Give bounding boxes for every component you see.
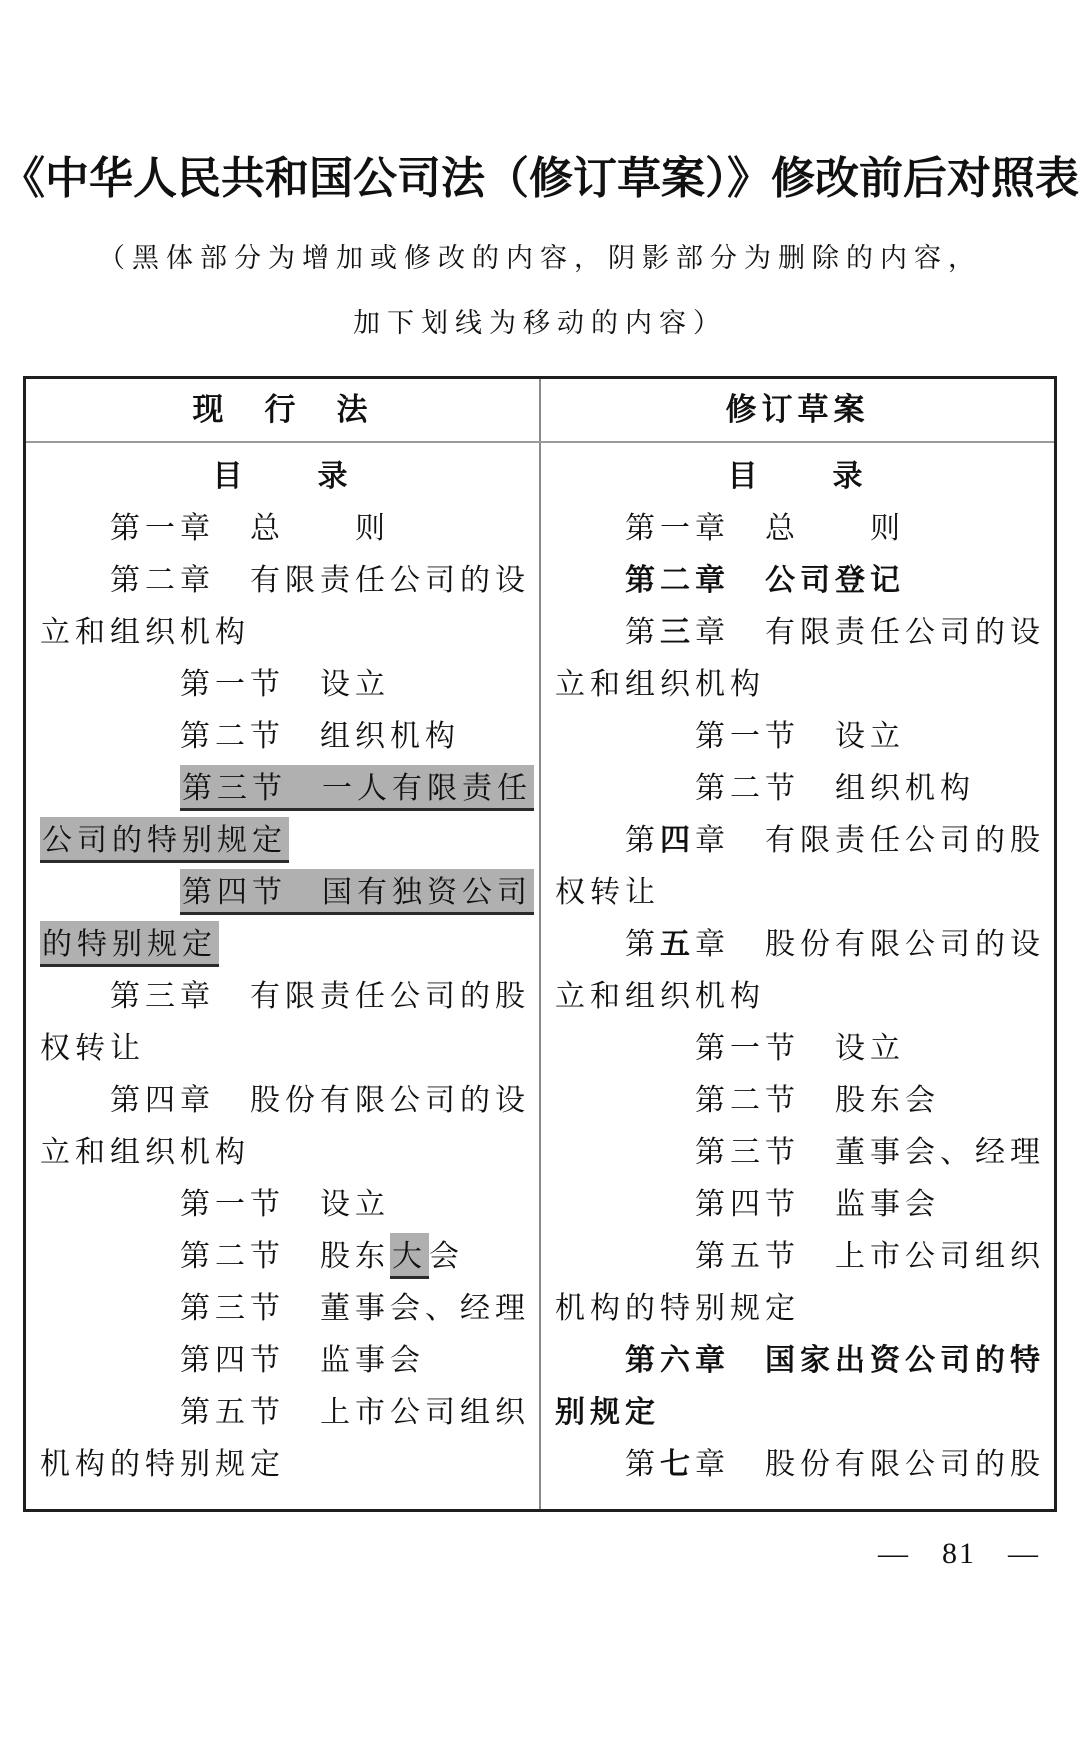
table-header-row <box>26 379 1054 443</box>
toc-text: 立和组织机构 <box>555 980 765 1013</box>
toc-text: 第三节 董事会、经理 <box>695 1136 1045 1169</box>
toc-line <box>555 451 1040 503</box>
toc-text: 机构的特别规定 <box>555 1292 800 1325</box>
added-text: 第二章 公司登记 <box>625 564 905 597</box>
toc-text: 第五节 上市公司组织 <box>695 1240 1045 1273</box>
toc-line <box>555 607 1045 659</box>
deleted-text: 第四节 国有独资公司 <box>180 869 534 915</box>
toc-line <box>40 1283 530 1335</box>
deleted-text: 第三节 一人有限责任 <box>180 765 534 811</box>
toc-line <box>555 1283 1040 1335</box>
toc-text: 立和组织机构 <box>555 668 765 701</box>
toc-line <box>555 763 1040 815</box>
current-law-column <box>26 443 541 1509</box>
toc-line <box>555 659 1040 711</box>
toc-line <box>555 1387 1040 1439</box>
page-number: — 81 — <box>878 1537 1040 1570</box>
toc-text: 第二节 股东 <box>180 1240 390 1273</box>
toc-line <box>555 711 1040 763</box>
added-text: 目 录 <box>212 460 353 493</box>
toc-line <box>555 867 1040 919</box>
toc-line <box>40 1023 525 1075</box>
toc-line <box>40 1335 525 1387</box>
toc-line <box>40 1179 525 1231</box>
toc-line <box>40 867 532 919</box>
deleted-text: 大 <box>390 1233 429 1279</box>
table-body <box>26 443 1054 1509</box>
deleted-text: 公司的特别规定 <box>40 817 289 863</box>
toc-line <box>555 503 1040 555</box>
added-text: 目 录 <box>727 460 868 493</box>
toc-text: 立和组织机构 <box>40 1136 250 1169</box>
subtitle-line-2: 加下划线为移动的内容） <box>353 308 727 338</box>
toc-text: 第一节 设立 <box>180 1188 390 1221</box>
toc-text: 第四节 监事会 <box>180 1344 425 1377</box>
toc-line <box>40 607 525 659</box>
toc-text: 章 有限责任公司的设 <box>695 616 1045 649</box>
column-header-current-law: 现 行 法 <box>26 379 541 441</box>
toc-text: 第一章 总 则 <box>110 512 390 545</box>
page-title: 《中华人民共和国公司法（修订草案）》修改前后对照表 <box>1 154 1079 203</box>
toc-text: 第二节 股东会 <box>695 1084 940 1117</box>
toc-line <box>40 1387 530 1439</box>
toc-line <box>40 919 525 971</box>
toc-text: 第二节 组织机构 <box>180 720 460 753</box>
toc-line <box>555 555 1040 607</box>
toc-line <box>40 971 530 1023</box>
toc-line <box>555 1231 1045 1283</box>
subtitle-line-1: （黑体部分为增加或修改的内容，阴影部分为删除的内容， <box>98 243 982 273</box>
toc-text: 章 股份有限公司的设 <box>695 928 1045 961</box>
toc-line <box>40 555 530 607</box>
toc-text: 立和组织机构 <box>40 616 250 649</box>
document-page <box>0 150 1080 1572</box>
toc-line <box>555 1023 1040 1075</box>
toc-line <box>555 1075 1040 1127</box>
toc-line <box>40 503 525 555</box>
toc-text: 会 <box>429 1240 464 1273</box>
added-text: 别规定 <box>555 1396 660 1429</box>
toc-text: 第 <box>625 1448 660 1481</box>
toc-line <box>555 815 1045 867</box>
toc-text: 第 <box>625 616 660 649</box>
added-text: 五 <box>660 928 695 961</box>
toc-text: 第三章 有限责任公司的股 <box>110 980 530 1013</box>
deleted-text: 的特别规定 <box>40 921 219 967</box>
toc-text: 第一节 设立 <box>180 668 390 701</box>
toc-text: 第一节 设立 <box>695 1032 905 1065</box>
toc-line <box>40 711 525 763</box>
toc-line <box>40 659 525 711</box>
toc-text: 第一节 设立 <box>695 720 905 753</box>
toc-line <box>40 1127 525 1179</box>
toc-text: 章 股份有限公司的股 <box>695 1448 1045 1481</box>
toc-text: 第五节 上市公司组织 <box>180 1396 530 1429</box>
toc-text: 章 有限责任公司的股 <box>695 824 1045 857</box>
added-text: 七 <box>660 1448 695 1481</box>
toc-line <box>555 1179 1040 1231</box>
toc-line <box>40 1075 530 1127</box>
toc-line <box>555 919 1045 971</box>
toc-line <box>40 763 532 815</box>
added-text: 三 <box>660 616 695 649</box>
revised-draft-column <box>541 443 1054 1509</box>
toc-text: 第四章 股份有限公司的设 <box>110 1084 530 1117</box>
toc-line <box>40 1231 525 1283</box>
toc-text: 第二章 有限责任公司的设 <box>110 564 530 597</box>
toc-text: 权转让 <box>555 876 660 909</box>
column-header-revised-draft: 修订草案 <box>725 392 870 427</box>
toc-line <box>40 1439 525 1491</box>
comparison-table <box>23 376 1057 1512</box>
toc-line <box>555 1335 1045 1387</box>
toc-line <box>40 451 525 503</box>
toc-text: 第 <box>625 928 660 961</box>
toc-text: 第一章 总 则 <box>625 512 905 545</box>
toc-line <box>555 1127 1045 1179</box>
toc-text: 第三节 董事会、经理 <box>180 1292 530 1325</box>
added-text: 四 <box>660 824 695 857</box>
toc-line <box>555 971 1040 1023</box>
toc-text: 机构的特别规定 <box>40 1448 285 1481</box>
toc-text: 权转让 <box>40 1032 145 1065</box>
toc-text: 第 <box>625 824 660 857</box>
toc-line <box>555 1439 1045 1491</box>
toc-text: 第四节 监事会 <box>695 1188 940 1221</box>
toc-line <box>40 815 525 867</box>
added-text: 第六章 国家出资公司的特 <box>625 1344 1045 1377</box>
toc-text: 第二节 组织机构 <box>695 772 975 805</box>
